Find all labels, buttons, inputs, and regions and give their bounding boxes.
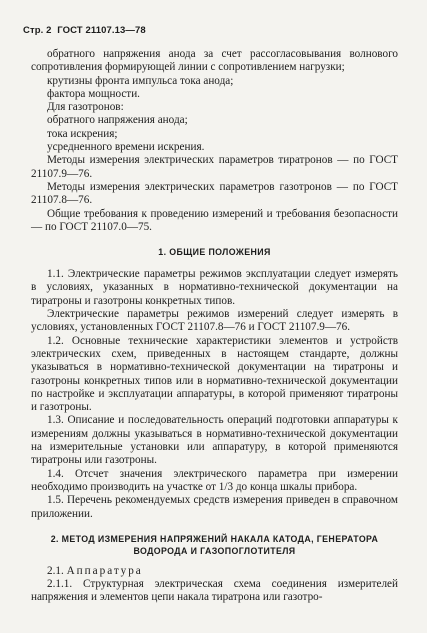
- paragraph-1-1: 1.1. Электрические параметры режимов эксплуатации следует измерять в условиях, указанных в нормативно-технической документации на тиратроны и газотроны конкретных типов.: [31, 268, 398, 307]
- standard-code: ГОСТ 21107.13—78: [57, 25, 146, 36]
- paragraph-1-5: 1.5. Перечень рекомендуемых средств измерения приведен в справочном приложении.: [31, 494, 398, 520]
- paragraph-2: крутизны фронта импульса тока анода;: [47, 74, 234, 87]
- page-header: [23, 25, 146, 36]
- subsection-title: Аппаратура: [66, 564, 143, 577]
- paragraph-1-4-text-b: до конца шкалы прибора.: [233, 480, 358, 493]
- paragraph-1-4-text-a: 1.4. Отсчет значения электрического параметра при измерении необходимо производить на участке от: [31, 467, 398, 493]
- subsection-2-1: [31, 565, 398, 578]
- fraction-one-third: 1/3: [218, 480, 234, 493]
- paragraph-1: обратного напряжения анода за счет рассогласовывания волнового сопротивления формирующей линии с сопротивлением нагрузки;: [31, 48, 398, 74]
- section-heading-2: 2. МЕТОД ИЗМЕРЕНИЯ НАПРЯЖЕНИЙ НАКАЛА КАТОДА, ГЕНЕРАТОРА ВОДОРОДА И ГАЗОПОГЛОТИТЕЛЯ: [50, 533, 379, 556]
- paragraph-9: Методы измерения электрических параметров газотронов — по ГОСТ 21107.8—76.: [31, 180, 398, 207]
- paragraph-1-2: 1.2. Основные технические характеристики элементов и устройств электрических схем, приведенных в настоящем стандарте, должны указываться в нормативно-технической документации на тиратроны и газотроны конкретных типов или в нормативно-технической документации по настройке и эксплуатации аппаратуры, в которой применяют тиратроны и газотроны.: [31, 334, 398, 414]
- paragraph-2-1-1: 2.1.1. Структурная электрическая схема соединения измерителей напряжения и элементов цепи накала тиратрона или газотро-: [31, 578, 398, 604]
- paragraph-7: усредненного времени искрения.: [47, 141, 205, 154]
- paragraph-1-1-cont: Электрические параметры режимов измерений следует измерять в условиях, установленных ГОСТ 21107.8—76 и ГОСТ 21107.9—76.: [31, 308, 398, 334]
- page-number-label: Стр. 2: [23, 25, 52, 36]
- paragraph-1-3: 1.3. Описание и последовательность операций подготовки аппаратуры к измерениям должны указываться в нормативно-технической документации на измерительные установки или аппаратуру, в которой применяются тиратроны или газотроны.: [31, 414, 398, 467]
- paragraph-4: Для газотронов:: [47, 101, 124, 114]
- section-heading-1: 1. ОБЩИЕ ПОЛОЖЕНИЯ: [158, 247, 271, 258]
- paragraph-5: обратного напряжения анода;: [47, 114, 188, 127]
- paragraph-1-4: [31, 468, 398, 495]
- paragraph-6: тока искрения;: [47, 127, 118, 140]
- subsection-number: 2.1.: [47, 564, 64, 577]
- paragraph-3: фактора мощности.: [47, 87, 140, 100]
- paragraph-10: Общие требования к проведению измерений и требования безопасности — по ГОСТ 21107.0—75.: [31, 207, 398, 233]
- document-body: [31, 48, 398, 605]
- paragraph-8: Методы измерения электрических параметров тиратронов — по ГОСТ 21107.9—76.: [31, 154, 398, 180]
